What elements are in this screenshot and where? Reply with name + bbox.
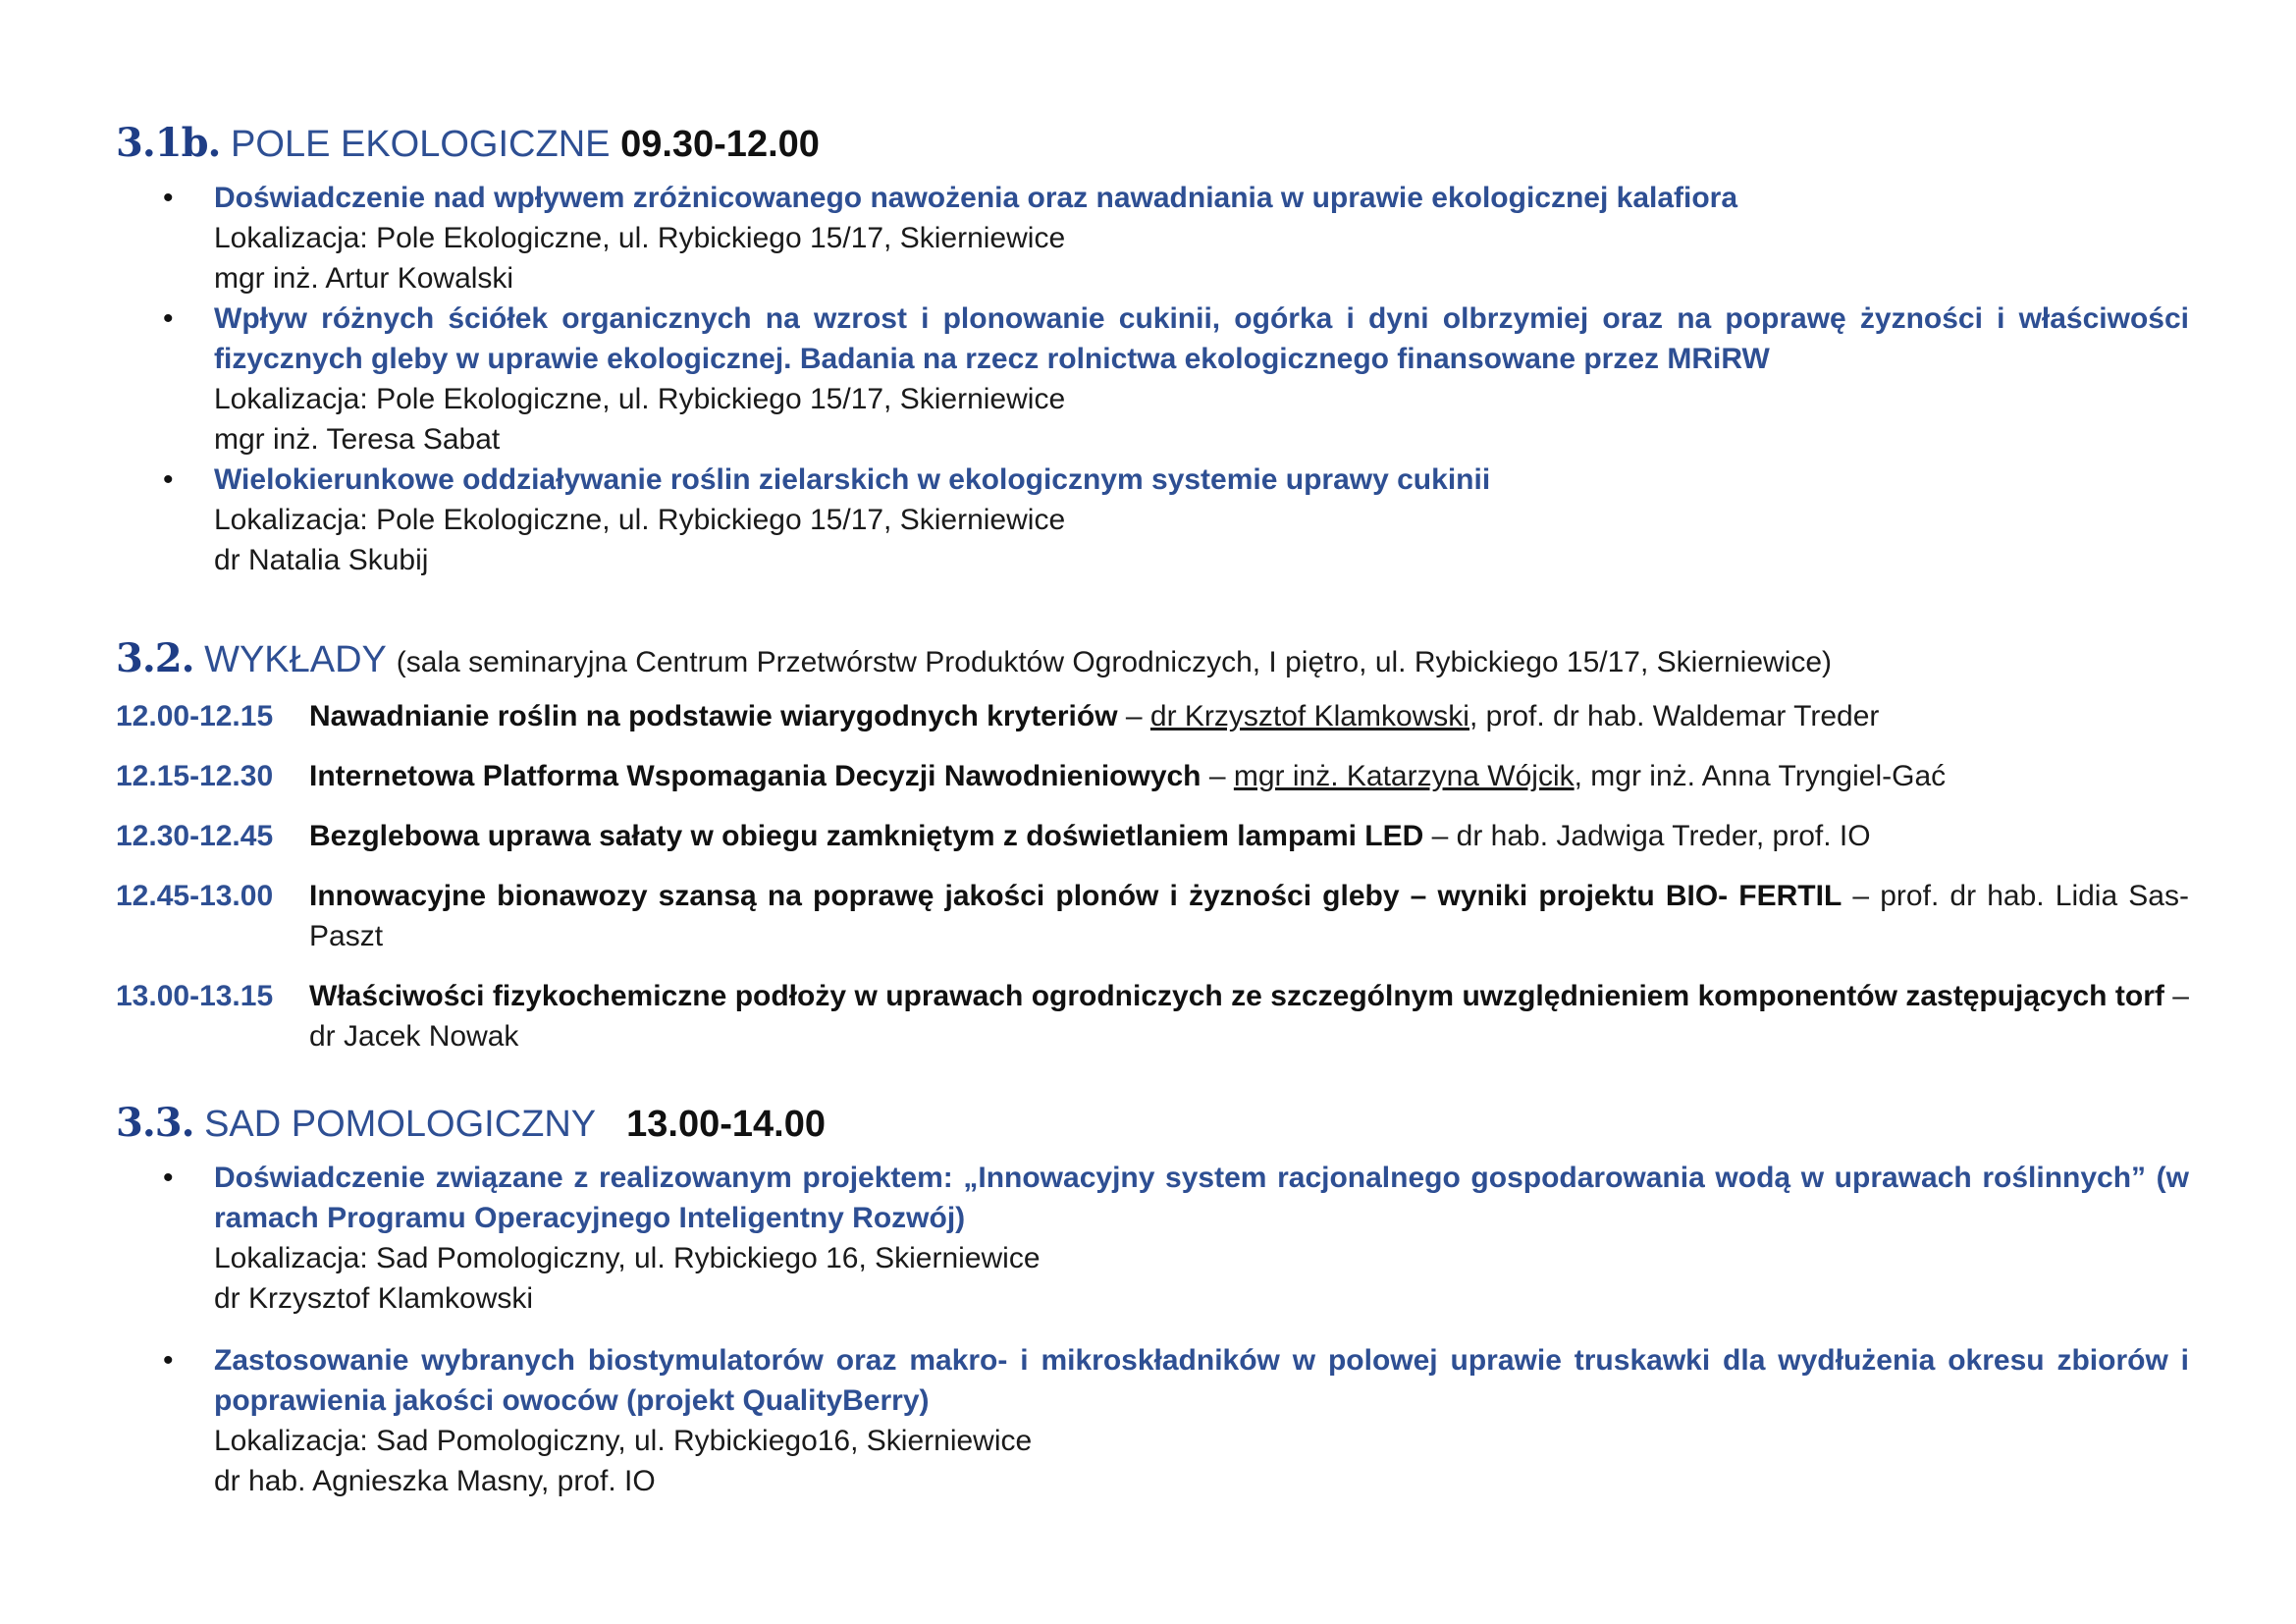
item-title: • Zastosowanie wybranych biostymulatorów oraz makro- i mikroskładników w polowej uprawie truskawki dla wydłużenia okresu zbiorów i poprawienia jakości owoców (projekt QualityBerry) xyxy=(214,1344,2189,1417)
lecture-separator: – xyxy=(1201,760,1234,792)
item-person: mgr inż. Artur Kowalski xyxy=(214,262,514,295)
list-item xyxy=(214,1158,2189,1319)
document-page xyxy=(116,118,2189,1501)
item-title: • Doświadczenie związane z realizowanym projektem: „Innowacyjny system racjonalnego gospodarowania wodą w uprawach roślinnych” (w ramach Programu Operacyjnego Inteligentny Rozwój) xyxy=(214,1162,2189,1234)
lecture-body xyxy=(309,876,2189,956)
lecture-authors: , mgr inż. Anna Tryngiel-Gać xyxy=(1574,760,1947,792)
item-location: Lokalizacja: Sad Pomologiczny, ul. Rybickiego 16, Skierniewice xyxy=(214,1242,1041,1274)
lecture-title: Nawadnianie roślin na podstawie wiarygodnych kryteriów xyxy=(309,700,1118,732)
lecture-row xyxy=(116,756,2189,796)
section-number: 3.1b. xyxy=(116,120,221,166)
item-title: • Doświadczenie nad wpływem zróżnicowanego nawożenia oraz nawadniania w uprawie ekologicznej kalafiora xyxy=(214,182,1738,214)
lecture-time: 12.30-12.45 xyxy=(116,820,274,852)
lecture-list xyxy=(116,696,2189,1056)
lecture-time: 12.45-13.00 xyxy=(116,880,274,912)
lecture-row xyxy=(116,696,2189,736)
lecture-row xyxy=(116,976,2189,1056)
lecture-separator: – xyxy=(2163,980,2189,1012)
item-location: Lokalizacja: Pole Ekologiczne, ul. Rybickiego 15/17, Skierniewice xyxy=(214,222,1066,254)
section-title: WYKŁADY xyxy=(204,639,387,680)
section-time: 13.00-14.00 xyxy=(626,1104,826,1145)
list-item xyxy=(214,1340,2189,1501)
section-title: SAD POMOLOGICZNY xyxy=(204,1104,596,1145)
list-item xyxy=(214,460,2189,580)
section-heading-wyklady xyxy=(116,633,2189,688)
lecture-authors: dr Jacek Nowak xyxy=(309,1020,519,1053)
lecture-title: Bezglebowa uprawa sałaty w obiegu zamkniętym z doświetlaniem lampami LED xyxy=(309,820,1424,852)
lecture-time: 13.00-13.15 xyxy=(116,980,274,1012)
item-location: Lokalizacja: Pole Ekologiczne, ul. Rybickiego 15/17, Skierniewice xyxy=(214,383,1066,415)
section-number: 3.2. xyxy=(116,635,194,681)
lecture-presenter: dr Krzysztof Klamkowski xyxy=(1149,700,1469,732)
item-title: • Wielokierunkowe oddziaływanie roślin zielarskich w ekologicznym systemie uprawy cukinii xyxy=(214,463,1491,496)
lecture-title: Internetowa Platforma Wspomagania Decyzji Nawodnieniowych xyxy=(309,760,1201,792)
list-item xyxy=(214,178,2189,298)
lecture-row xyxy=(116,876,2189,956)
lecture-row xyxy=(116,816,2189,856)
item-person: dr Krzysztof Klamkowski xyxy=(214,1282,534,1315)
lecture-authors: , prof. dr hab. Waldemar Treder xyxy=(1468,700,1880,732)
lecture-title: Właściwości fizykochemiczne podłoży w uprawach ogrodniczych ze szczególnym uwzględnieniem komponentów zastępujących torf xyxy=(309,980,2164,1012)
item-location: Lokalizacja: Pole Ekologiczne, ul. Rybickiego 15/17, Skierniewice xyxy=(214,504,1066,536)
lecture-body xyxy=(309,696,2189,736)
lecture-authors: dr hab. Jadwiga Treder, prof. IO xyxy=(1456,820,1871,852)
item-title: • Wpływ różnych ściółek organicznych na wzrost i plonowanie cukinii, ogórka i dyni olbrzymiej oraz na poprawę żyzności i właściwości fizycznych gleby w uprawie ekologicznej. Badania na rzecz rolnictwa ekologicznego finansowane przez MRiRW xyxy=(214,302,2189,375)
lecture-body xyxy=(309,816,2189,856)
lecture-separator: – xyxy=(1423,820,1457,852)
lecture-separator: – xyxy=(1117,700,1150,732)
section-heading-sad-pomologiczny xyxy=(116,1098,2189,1150)
experiment-list xyxy=(116,1158,2189,1501)
item-location: Lokalizacja: Sad Pomologiczny, ul. Rybickiego16, Skierniewice xyxy=(214,1425,1033,1457)
lecture-authors: prof. dr hab. Lidia Sas-Paszt xyxy=(309,880,2189,952)
item-person: mgr inż. Teresa Sabat xyxy=(214,423,501,456)
section-heading-pole-ekologiczne xyxy=(116,118,2189,170)
item-person: dr hab. Agnieszka Masny, prof. IO xyxy=(214,1465,656,1497)
lecture-time: 12.15-12.30 xyxy=(116,760,274,792)
experiment-list xyxy=(116,178,2189,580)
section-number: 3.3. xyxy=(116,1100,194,1146)
lecture-separator: – xyxy=(1842,880,1881,912)
lecture-time: 12.00-12.15 xyxy=(116,700,274,732)
lecture-presenter: mgr inż. Katarzyna Wójcik xyxy=(1233,760,1575,792)
item-person: dr Natalia Skubij xyxy=(214,544,429,576)
section-time: 09.30-12.00 xyxy=(620,124,820,165)
lecture-body xyxy=(309,756,2189,796)
section-subtitle: (sala seminaryjna Centrum Przetwórstw Produktów Ogrodniczych, I piętro, ul. Rybickiego 15/17, Skierniewice) xyxy=(396,646,1833,678)
lecture-title: Innowacyjne bionawozy szansą na poprawę jakości plonów i żyzności gleby – wyniki projektu BIO- FERTIL xyxy=(309,880,1842,912)
section-title: POLE EKOLOGICZNE xyxy=(231,124,611,165)
list-item xyxy=(214,298,2189,460)
lecture-body xyxy=(309,976,2189,1056)
